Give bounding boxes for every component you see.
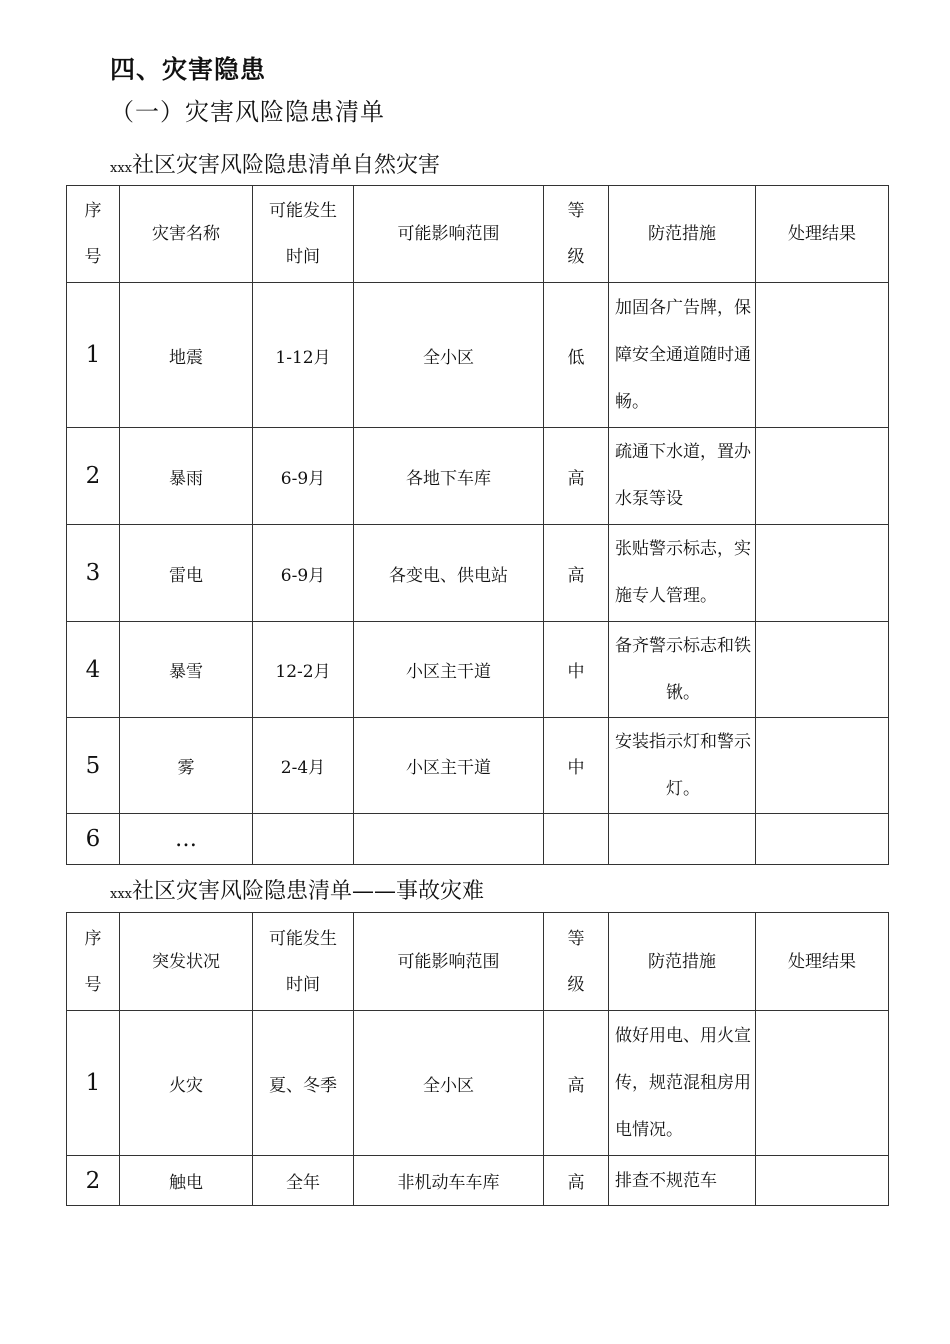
occurrence-time: 6-9月 (253, 428, 354, 525)
occurrence-time: 夏、冬季 (253, 1011, 354, 1156)
handling-result (756, 814, 889, 865)
occurrence-time: 2-4月 (253, 718, 354, 814)
impact-range: 全小区 (354, 283, 544, 428)
risk-level: 中 (544, 718, 609, 814)
impact-range: 各变电、供电站 (354, 525, 544, 622)
handling-result (756, 525, 889, 622)
handling-result (756, 1011, 889, 1156)
hazard-name: … (120, 814, 253, 865)
risk-level: 高 (544, 1011, 609, 1156)
header-cell: 突发状况 (120, 913, 253, 1011)
header-cell: 等级 (544, 913, 609, 1011)
table2-caption (110, 874, 484, 905)
prevention-measure: 做好用电、用火宣传，规范混租房用电情况。 (609, 1011, 756, 1156)
table1-caption (110, 148, 440, 179)
occurrence-time: 6-9月 (253, 525, 354, 622)
row-number: 1 (67, 283, 120, 428)
risk-level: 高 (544, 1156, 609, 1206)
section-heading: 四、灾害隐患 (110, 55, 267, 84)
row-number: 5 (67, 718, 120, 814)
handling-result (756, 1156, 889, 1206)
impact-range: 小区主干道 (354, 718, 544, 814)
row-number: 6 (67, 814, 120, 865)
header-cell: 可能发生时间 (253, 913, 354, 1011)
hazard-name: 雾 (120, 718, 253, 814)
hazard-name: 雷电 (120, 525, 253, 622)
handling-result (756, 283, 889, 428)
incident-name: 触电 (120, 1156, 253, 1206)
header-cell: 防范措施 (609, 186, 756, 283)
impact-range: 各地下车库 (354, 428, 544, 525)
table-row (67, 1011, 889, 1156)
hazard-name: 暴雪 (120, 622, 253, 718)
prevention-measure: 排查不规范车 (609, 1156, 756, 1206)
caption-text: 社区灾害风险隐患清单——事故灾难 (132, 879, 485, 904)
occurrence-time: 12-2月 (253, 622, 354, 718)
row-number: 2 (67, 428, 120, 525)
prevention-measure: 张贴警示标志，实施专人管理。 (609, 525, 756, 622)
header-cell: 序号 (67, 913, 120, 1011)
handling-result (756, 622, 889, 718)
row-number: 1 (67, 1011, 120, 1156)
table-row (67, 622, 889, 718)
header-cell: 防范措施 (609, 913, 756, 1011)
table-row (67, 283, 889, 428)
handling-result (756, 428, 889, 525)
risk-level: 低 (544, 283, 609, 428)
impact-range: 非机动车车库 (354, 1156, 544, 1206)
incident-name: 火灾 (120, 1011, 253, 1156)
header-cell: 等级 (544, 186, 609, 283)
occurrence-time (253, 814, 354, 865)
natural-disaster-table (66, 185, 889, 865)
header-cell: 序号 (67, 186, 120, 283)
accident-disaster-table (66, 912, 889, 1206)
occurrence-time: 全年 (253, 1156, 354, 1206)
header-cell: 可能影响范围 (354, 186, 544, 283)
table-row (67, 814, 889, 865)
prevention-measure: 疏通下水道，置办水泵等设 (609, 428, 756, 525)
occurrence-time: 1-12月 (253, 283, 354, 428)
table-row (67, 428, 889, 525)
caption-text: 社区灾害风险隐患清单自然灾害 (132, 153, 441, 178)
hazard-name: 暴雨 (120, 428, 253, 525)
subsection-heading: （一）灾害风险隐患清单 (110, 98, 385, 126)
table-row (67, 525, 889, 622)
header-cell: 可能影响范围 (354, 913, 544, 1011)
row-number: 3 (67, 525, 120, 622)
table-row (67, 718, 889, 814)
table-header-row (67, 186, 889, 283)
header-cell: 处理结果 (756, 913, 889, 1011)
header-cell: 灾害名称 (120, 186, 253, 283)
table-header-row (67, 913, 889, 1011)
impact-range: 小区主干道 (354, 622, 544, 718)
table-row (67, 1156, 889, 1206)
handling-result (756, 718, 889, 814)
hazard-name: 地震 (120, 283, 253, 428)
row-number: 4 (67, 622, 120, 718)
risk-level: 中 (544, 622, 609, 718)
prevention-measure: 加固各广告牌，保障安全通道随时通畅。 (609, 283, 756, 428)
prevention-measure (609, 814, 756, 865)
header-cell: 可能发生时间 (253, 186, 354, 283)
risk-level: 高 (544, 525, 609, 622)
caption-prefix: xxx (110, 887, 132, 902)
impact-range (354, 814, 544, 865)
prevention-measure: 备齐警示标志和铁锹。 (609, 622, 756, 718)
impact-range: 全小区 (354, 1011, 544, 1156)
caption-prefix: xxx (110, 161, 132, 176)
header-cell: 处理结果 (756, 186, 889, 283)
risk-level (544, 814, 609, 865)
row-number: 2 (67, 1156, 120, 1206)
prevention-measure: 安装指示灯和警示灯。 (609, 718, 756, 814)
risk-level: 高 (544, 428, 609, 525)
